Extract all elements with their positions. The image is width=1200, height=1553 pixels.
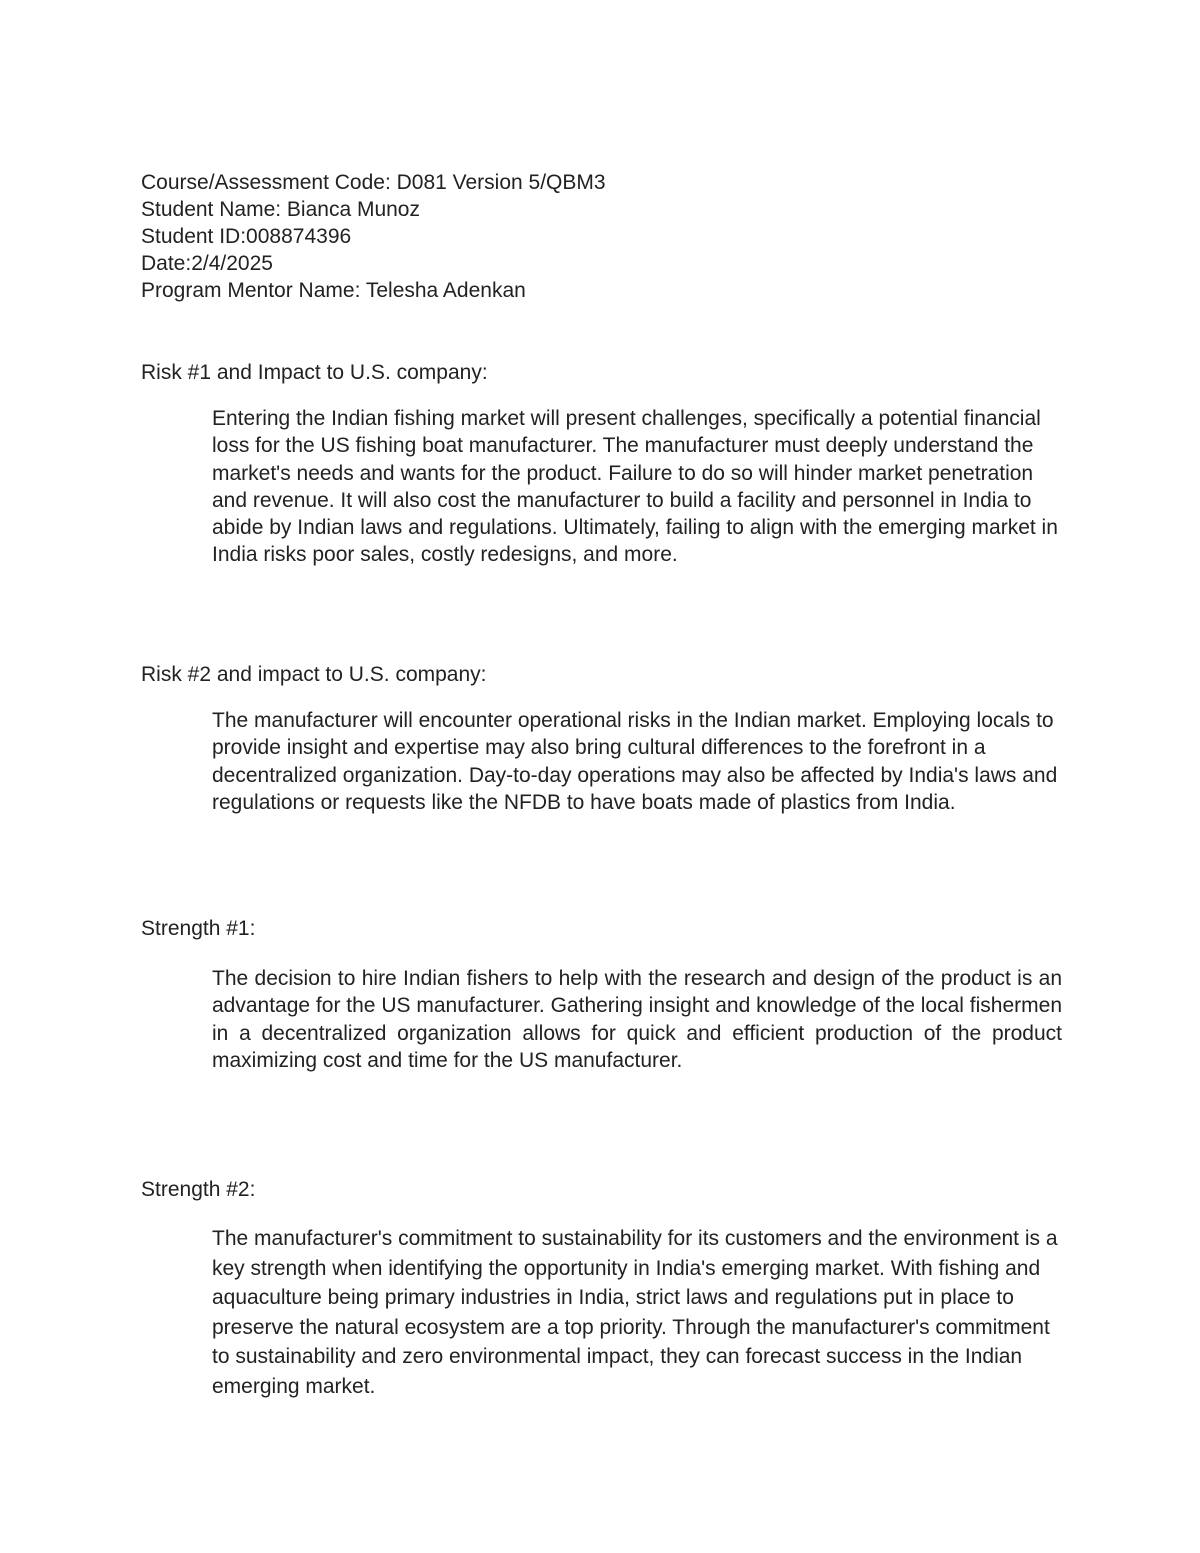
risk-1-body: Entering the Indian fishing market will present challenges, specifically a potential financial loss for the US fishing boat manufacturer. The manufacturer must deeply understand the market's needs and wants for the product. Failure to do so will hinder market penetration and revenue. It will also cost the manufacturer to build a facility and personnel in India to abide by Indian laws and regulations. Ultimately, failing to align with the emerging market in India risks poor sales, costly redesigns, and more. [212,407,1058,567]
strength-2-body: The manufacturer's commitment to sustainability for its customers and the environment is a key strength when identifying the opportunity in India's emerging market. With fishing and aquaculture being primary industries in India, strict laws and regulations put in place to preserve the natural ecosystem are a top priority. Through the manufacturer's commitment to sustainability and zero environmental impact, they can forecast success in the Indian emerging market. [212,1227,1058,1398]
strength-1-body: The decision to hire Indian fishers to help with the research and design of the product is an advantage for the US manufacturer. Gathering insight and knowledge of the local fishermen in a decentralized organization allows for quick and efficient production of the product maximizing cost and time for the US manufacturer. [212,967,1062,1072]
risk-2-body: The manufacturer will encounter operational risks in the Indian market. Employing locals to provide insight and expertise may also bring cultural differences to the forefront in a decentralized organization. Day-to-day operations may also be affected by India's laws and regulations or requests like the NFDB to have boats made of plastics from India. [212,709,1058,814]
strength-2-heading: Strength #2: [141,1178,256,1201]
course-code: Course/Assessment Code: D081 Version 5/QBM3 [141,171,606,194]
strength-1-heading: Strength #1: [141,917,256,940]
risk-1-heading: Risk #1 and Impact to U.S. company: [141,361,488,384]
document-header [141,169,606,304]
student-name: Student Name: Bianca Munoz [141,198,420,221]
risk-2-heading: Risk #2 and impact to U.S. company: [141,663,487,686]
date: Date:2/4/2025 [141,252,273,275]
mentor-name: Program Mentor Name: Telesha Adenkan [141,279,526,302]
student-id: Student ID:008874396 [141,225,352,248]
